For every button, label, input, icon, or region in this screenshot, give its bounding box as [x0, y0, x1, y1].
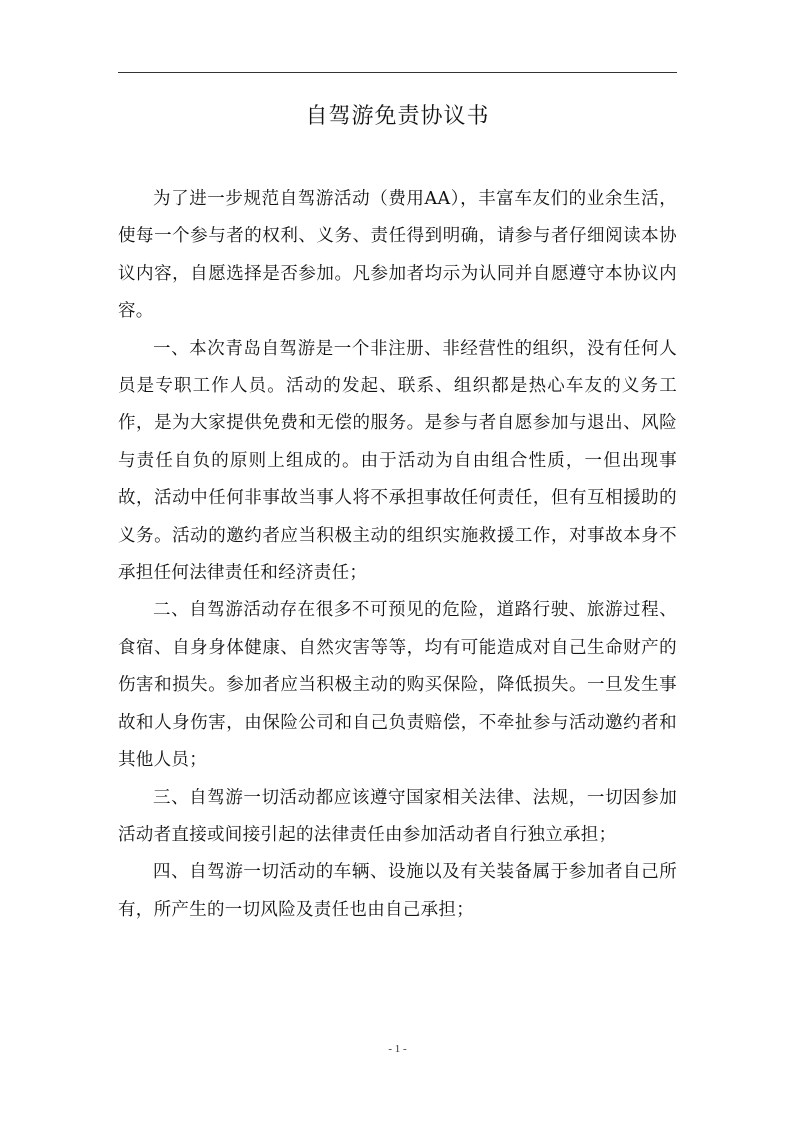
paragraph-clause-2: 二、自驾游活动存在很多不可预见的危险，道路行驶、旅游过程、食宿、自身身体健康、自然灾害等等，均有可能造成对自己生命财产的伤害和损失。参加者应当积极主动的购买保险，降低损失。一旦发生事故和人身伤害，由保险公司和自己负责赔偿，不牵扯参与活动邀约者和其他人员；: [118, 600, 677, 771]
paragraph-intro: 为了进一步规范自驾游活动（费用AA），丰富车友们的业余生活，使每一个参与者的权利、义务、责任得到明确，请参与者仔细阅读本协议内容，自愿选择是否参加。凡参加者均示为认同并自愿遵守本协议内容。: [118, 189, 677, 322]
header-rule: [118, 72, 677, 73]
document-body: [118, 181, 677, 929]
paragraph-clause-3: 三、自驾游一切活动都应该遵守国家相关法律、法规，一切因参加活动者直接或间接引起的法律责任由参加活动者自行独立承担；: [118, 787, 677, 845]
paragraph-clause-1: 一、本次青岛自驾游是一个非注册、非经营性的组织，没有任何人员是专职工作人员。活动的发起、联系、组织都是热心车友的义务工作，是为大家提供免费和无偿的服务。是参与者自愿参加与退出、风险与责任自负的原则上组成的。由于活动为自由组合性质，一但出现事故，活动中任何非事故当事人将不承担事故任何责任，但有互相援助的义务。活动的邀约者应当积极主动的组织实施救援工作，对事故本身不承担任何法律责任和经济责任；: [118, 338, 677, 584]
paragraph-clause-4: 四、自驾游一切活动的车辆、设施以及有关装备属于参加者自己所有，所产生的一切风险及责任也由自己承担；: [118, 862, 677, 920]
document-title: 自驾游免责协议书: [305, 104, 490, 129]
page-number: - 1 -: [388, 1043, 407, 1055]
